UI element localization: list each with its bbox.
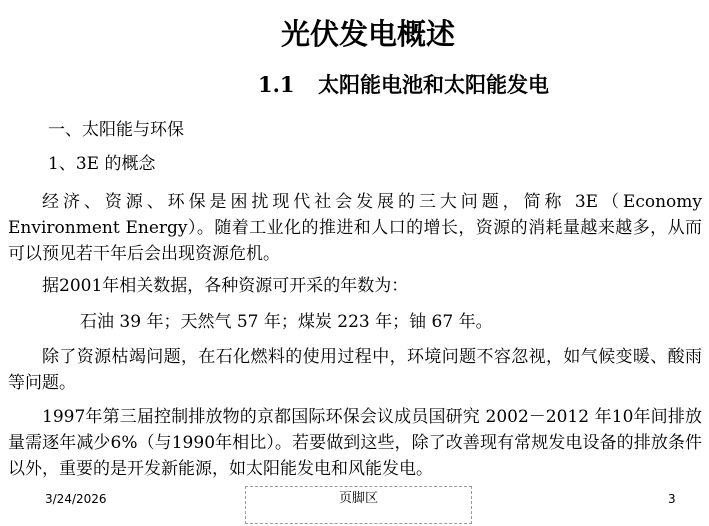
heading-environment: 一、太阳能与环保 (48, 120, 184, 140)
section-number: 1.1 (258, 72, 295, 97)
heading-3e-concept: 1、3E 的概念 (48, 154, 156, 174)
resource-years-line: 石油 39 年；天然气 57 年；煤炭 223 年；铀 67 年。 (80, 312, 493, 332)
paragraph-3e: 经济、资源、环保是困扰现代社会发展的三大问题，简称 3E（Economy Environment Energy）。随着工业化的推进和人口的增长，资源的消耗量越来越多，从而可以预见若干年后会出现资源危机。 (8, 192, 702, 264)
paragraph-kyoto: 1997年第三届控制排放物的京都国际环保会议成员国研究 2002－2012 年10年间排放量需逐年减少6%（与1990年相比）。若要做到这些，除了改善现有常规发电设备的排放条件以外，重要的是开发新能源，如太阳能发电和风能发电。 (8, 407, 702, 479)
section-title: 太阳能电池和太阳能发电 (318, 72, 549, 97)
slide-title: 光伏发电概述 (280, 17, 455, 51)
footer-placeholder-text: 页脚区 (338, 491, 378, 506)
footer-date: 3/24/2026 (45, 492, 107, 506)
section-heading (258, 70, 549, 100)
paragraph-environment-issues: 除了资源枯竭问题，在石化燃料的使用过程中，环境问题不容忽视，如气候变暖、酸雨等问题。 (8, 347, 702, 393)
page-number: 3 (668, 492, 676, 506)
paragraph-resource-data: 据2001年相关数据，各种资源可开采的年数为： (42, 276, 409, 296)
footer-placeholder-box[interactable] (245, 486, 472, 524)
